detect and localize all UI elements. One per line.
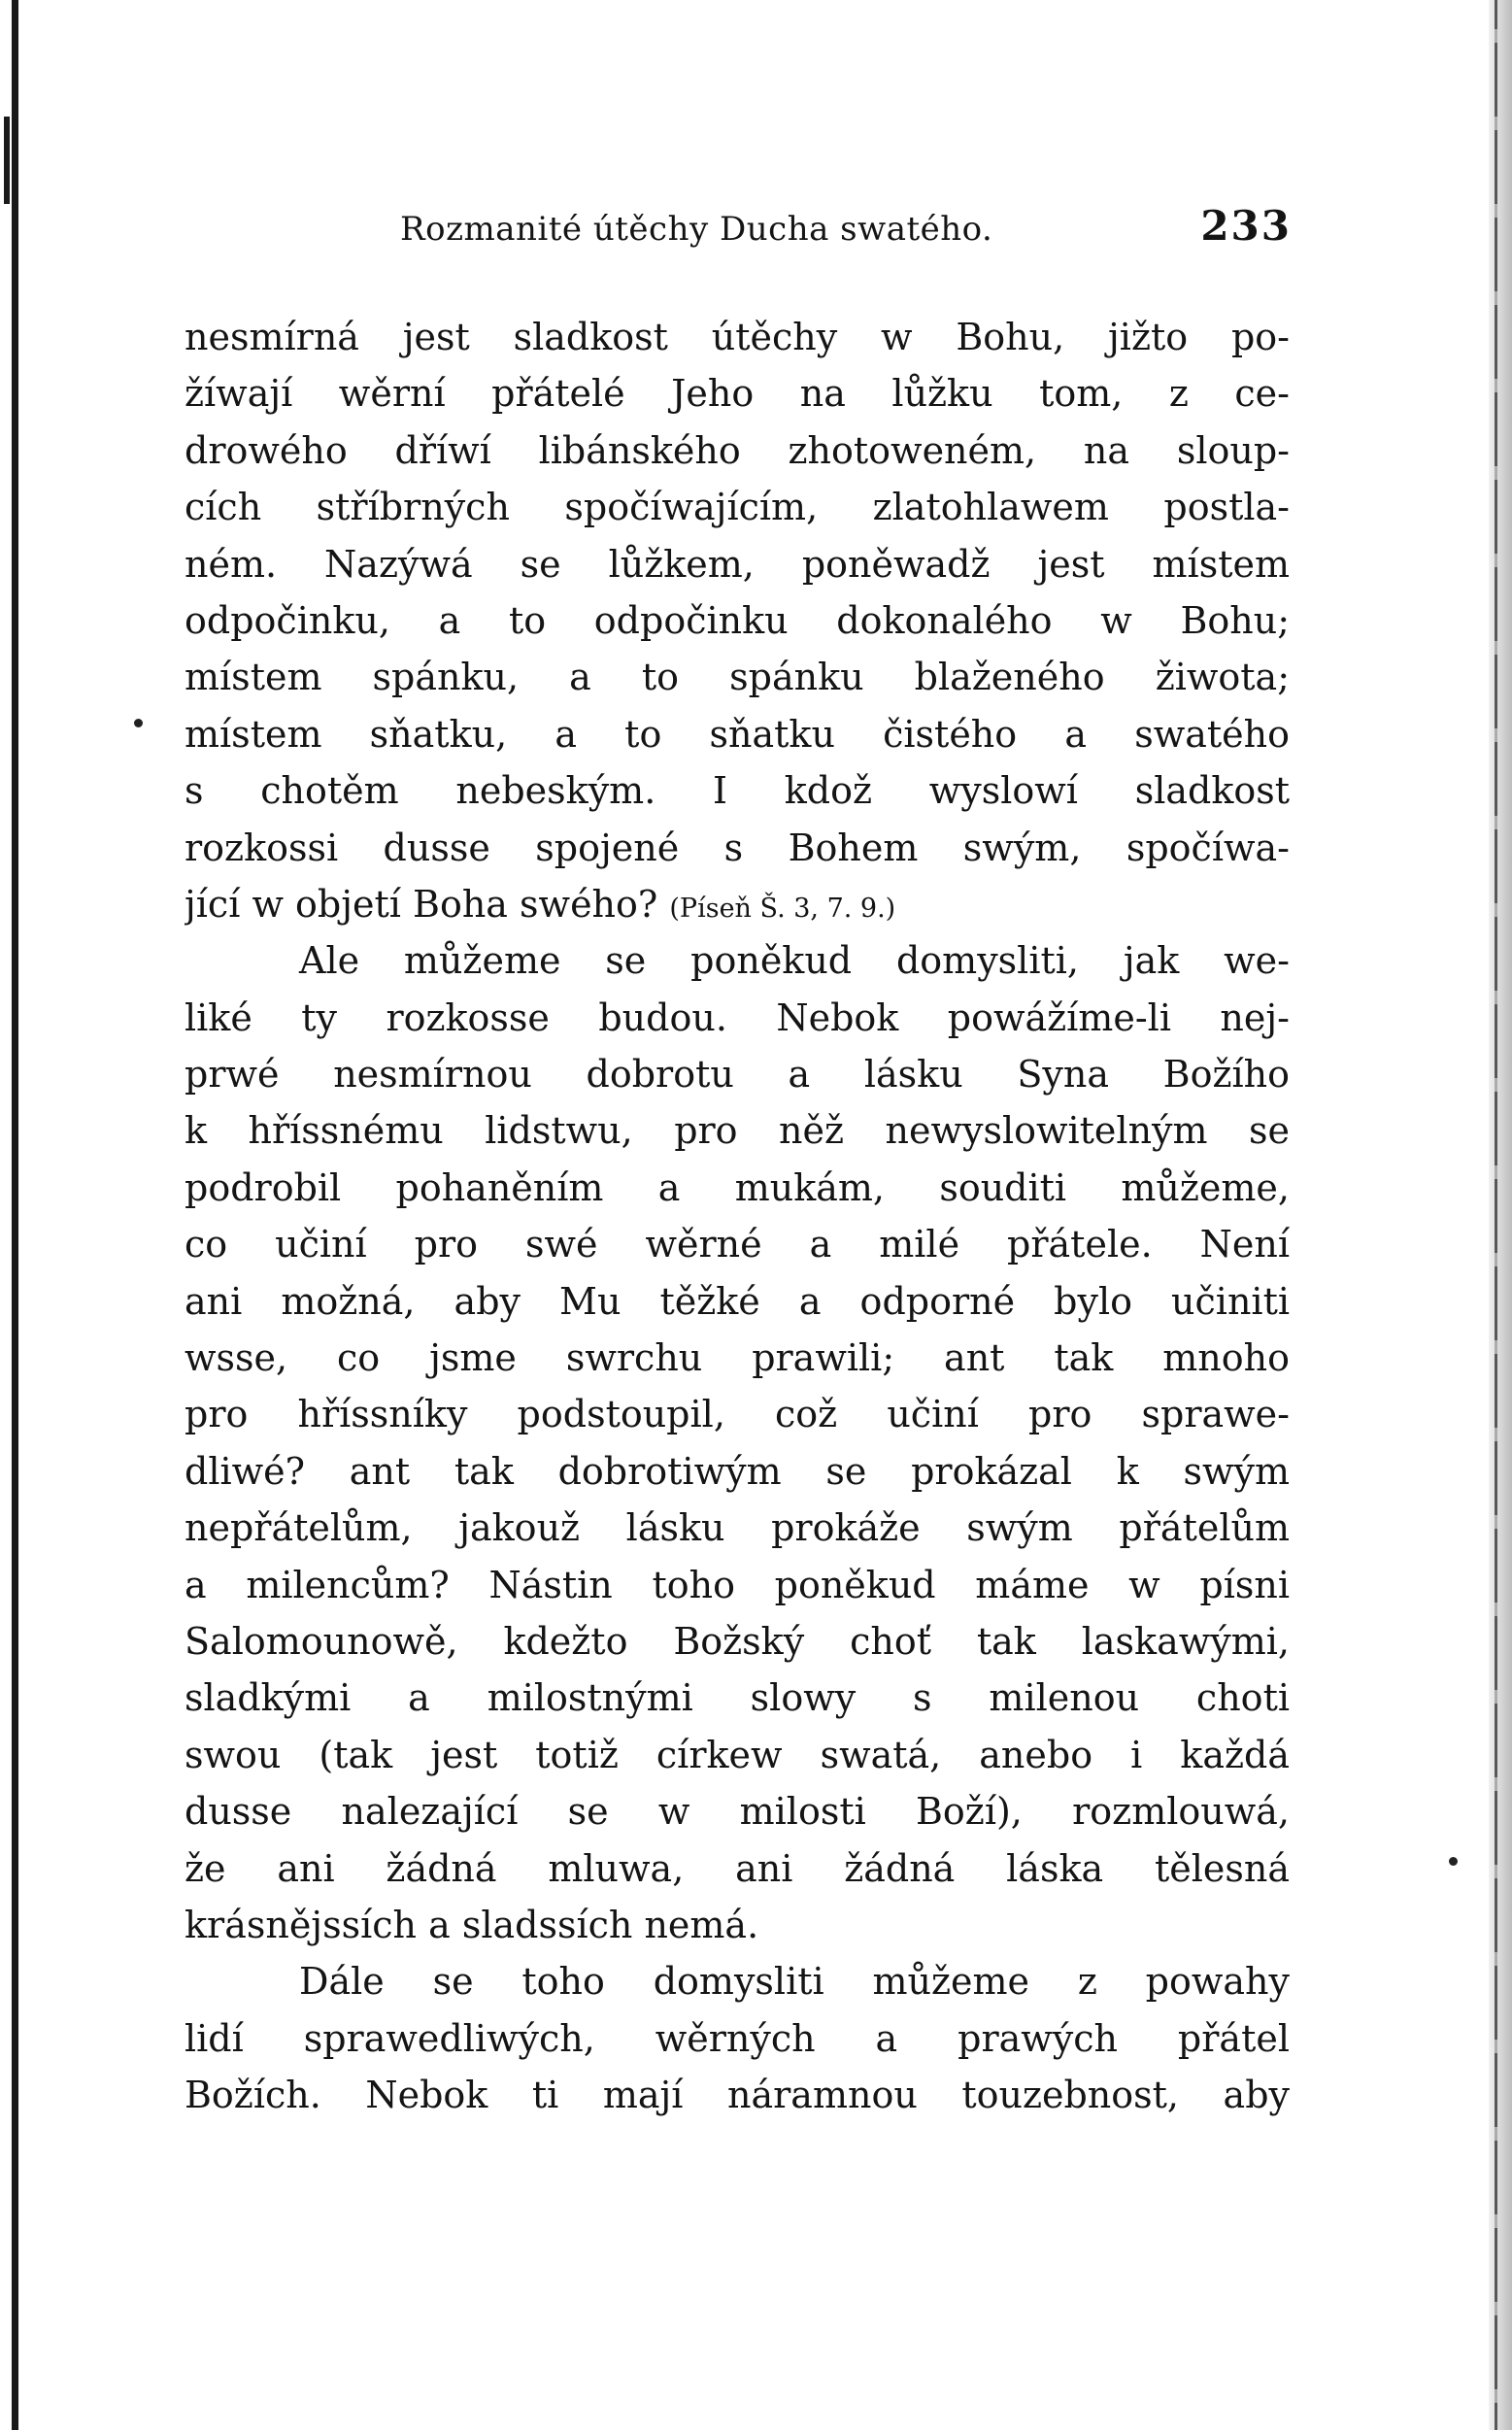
page-number: 233: [1200, 202, 1292, 250]
text-line: místem spánku, a to spánku blaženého žiwota;: [185, 656, 1290, 699]
text-line: swou (tak jest totiž církew swatá, anebo i každá: [185, 1733, 1290, 1776]
page-header: [185, 202, 1292, 256]
text-line: dliwé? ant tak dobrotiwým se prokázal k swým: [185, 1449, 1290, 1493]
bible-reference: (Píseň Š. 3, 7. 9.): [669, 893, 896, 924]
text-line: k hříssnému lidstwu, pro něž newyslowitelným se: [185, 1109, 1290, 1153]
paragraph-first-line: Ale můžeme se poněkud domysliti, jak we-: [299, 939, 1290, 983]
text-line: nesmírná jest sladkost útěchy w Bohu, jižto po-: [185, 316, 1290, 358]
text-line-with-reference: [185, 876, 1290, 932]
text-line: že ani žádná mluwa, ani žádná láska tělesná: [185, 1846, 1290, 1890]
text-line: lidí sprawedliwých, wěrných a prawých přátel: [185, 2016, 1290, 2060]
text-line: cích stříbrných spočíwajícím, zlatohlawem postla-: [185, 486, 1290, 529]
text-line: ani možná, aby Mu těžké a odporné bylo učiniti: [185, 1279, 1290, 1323]
text-line: odpočinku, a to odpočinku dokonalého w Bohu;: [185, 598, 1290, 642]
paper-speck: [1449, 1857, 1458, 1866]
text-line: liké ty rozkosse budou. Nebok powážíme-li nej-: [185, 996, 1290, 1039]
page-edge-rule: [12, 0, 18, 2430]
page-binding-edge: [1489, 0, 1512, 2430]
text-line: pro hříssníky podstoupil, což učiní pro sprawe-: [185, 1393, 1290, 1436]
body-text: [185, 309, 1290, 2124]
text-line: místem sňatku, a to sňatku čistého a swatého: [185, 712, 1290, 756]
text-line: Božích. Nebok ti mají náramnou touzebnost, aby: [185, 2074, 1290, 2117]
text-line: sladkými a milostnými slowy s milenou choti: [185, 1676, 1290, 1720]
text-segment: jící w objetí Boha swého?: [185, 882, 658, 926]
text-line: podrobil pohaněním a mukám, souditi můžeme,: [185, 1165, 1290, 1209]
text-line: žíwají wěrní přátelé Jeho na lůžku tom, z ce-: [185, 372, 1290, 416]
text-line: prwé nesmírnou dobrotu a lásku Syna Božího: [185, 1053, 1290, 1097]
text-line: nepřátelům, jakouž lásku prokáže swým přátelům: [185, 1506, 1290, 1550]
paragraph-last-line: krásnějssích a sladssích nemá.: [185, 1903, 759, 1946]
text-line: ném. Nazýwá se lůžkem, poněwadž jest místem: [185, 542, 1290, 586]
text-line: co učiní pro swé wěrné a milé přátele. Není: [185, 1223, 1290, 1266]
paragraph-first-line: Dále se toho domysliti můžeme z powahy: [299, 1960, 1290, 2004]
paper-speck: [134, 719, 143, 727]
text-line: drowého dříwí libánského zhotoweném, na sloup-: [185, 428, 1290, 472]
text-line: rozkossi dusse spojené s Bohem swým, spočíwa-: [185, 826, 1290, 869]
running-title: Rozmanité útěchy Ducha swatého.: [400, 210, 993, 249]
text-line: a milencům? Nástin toho poněkud máme w písni: [185, 1563, 1290, 1606]
text-line: dusse nalezající se w milosti Boží), rozmlouwá,: [185, 1790, 1290, 1834]
text-line: wsse, co jsme swrchu prawili; ant tak mnoho: [185, 1336, 1290, 1380]
text-line: Salomounowě, kdežto Božský choť tak laskawými,: [185, 1619, 1290, 1663]
text-line: s chotěm nebeským. I kdož wyslowí sladkost: [185, 769, 1290, 813]
